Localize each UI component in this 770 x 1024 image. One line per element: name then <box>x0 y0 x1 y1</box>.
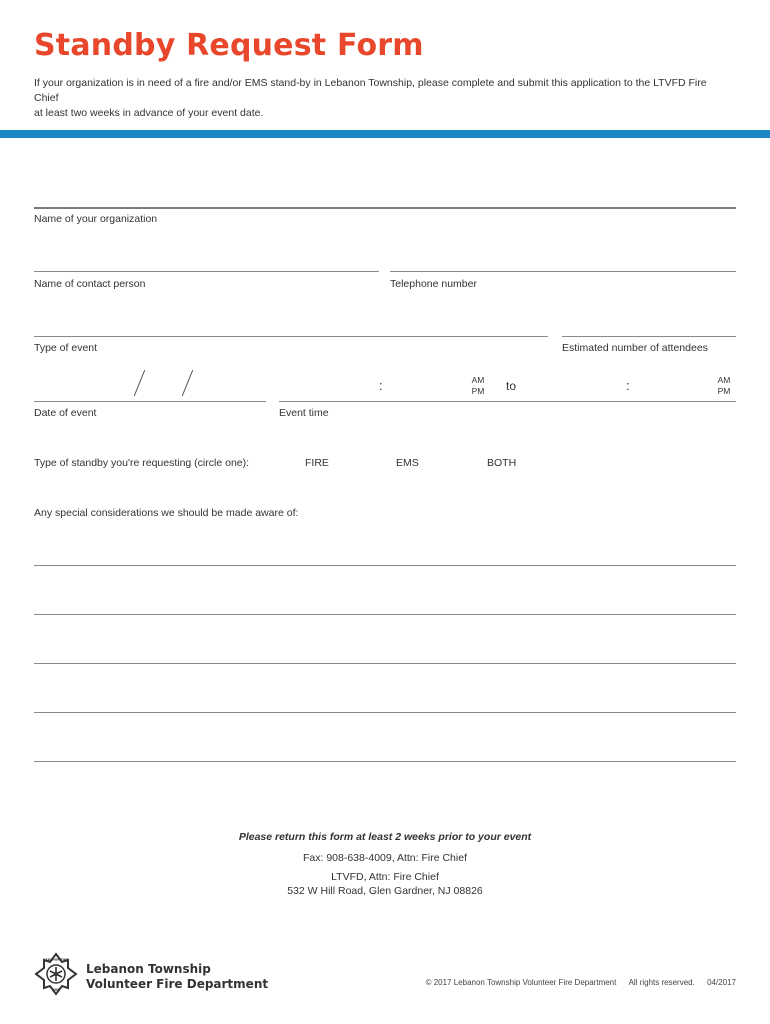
end-time-colon: : <box>626 378 630 393</box>
attendees-field[interactable] <box>562 336 736 337</box>
intro-line-1: If your organization is in need of a fire and/or EMS stand-by in Lebanon Township, please complete and submit this application to the LTVFD Fire Chief <box>34 77 707 104</box>
considerations-line-5[interactable] <box>34 761 736 762</box>
event-type-label: Type of event <box>34 342 98 354</box>
rights-text: All rights reserved. <box>628 978 695 987</box>
contact-label: Name of contact person <box>34 278 146 290</box>
considerations-line-2[interactable] <box>34 614 736 615</box>
date-slash-2 <box>182 370 193 396</box>
standby-option-ems[interactable]: EMS <box>396 457 419 469</box>
attendees-label: Estimated number of attendees <box>562 342 708 354</box>
end-am-label: AM <box>717 375 731 385</box>
event-type-field[interactable] <box>34 336 548 337</box>
time-to-label: to <box>506 379 517 393</box>
event-time-label: Event time <box>279 407 329 419</box>
standby-option-both[interactable]: BOTH <box>487 457 517 469</box>
header-band <box>0 130 770 138</box>
start-time-colon: : <box>379 378 383 393</box>
organization-field[interactable] <box>34 207 736 209</box>
date-slash-1 <box>134 370 145 396</box>
footer-date: 04/2017 <box>707 978 736 987</box>
intro-text <box>34 76 724 121</box>
footer-org-line-2: Volunteer Fire Department <box>86 977 269 991</box>
organization-label: Name of your organization <box>34 213 158 225</box>
start-pm-label: PM <box>471 386 485 396</box>
footer-copyright <box>426 978 736 987</box>
return-note: Please return this form at least 2 weeks prior to your event <box>238 831 532 843</box>
telephone-label: Telephone number <box>390 278 477 290</box>
considerations-line-4[interactable] <box>34 712 736 713</box>
end-ampm[interactable] <box>714 375 734 397</box>
svg-text:EMS: EMS <box>51 988 61 992</box>
telephone-field[interactable] <box>390 271 736 272</box>
fax-info: Fax: 908-638-4009, Attn: Fire Chief <box>302 852 467 864</box>
start-am-label: AM <box>471 375 485 385</box>
standby-option-fire[interactable]: FIRE <box>305 457 329 469</box>
intro-line-2: at least two weeks in advance of your event date. <box>34 107 264 119</box>
event-time-field[interactable] <box>279 401 736 402</box>
footer-org-line-1: Lebanon Township <box>86 962 211 976</box>
standby-type-label: Type of standby you're requesting (circle one): <box>34 457 250 469</box>
considerations-line-3[interactable] <box>34 663 736 664</box>
mail-line-2: 532 W Hill Road, Glen Gardner, NJ 08826 <box>287 885 483 897</box>
considerations-line-1[interactable] <box>34 565 736 566</box>
mail-line-1: LTVFD, Attn: Fire Chief <box>331 871 439 883</box>
date-label: Date of event <box>34 407 97 419</box>
copyright-text: © 2017 Lebanon Township Volunteer Fire Department <box>425 978 617 987</box>
form-title: Standby Request Form <box>34 28 424 63</box>
end-pm-label: PM <box>717 386 731 396</box>
footer-org-name <box>86 962 268 992</box>
considerations-label: Any special considerations we should be made aware of: <box>34 507 299 519</box>
start-ampm[interactable] <box>468 375 488 397</box>
date-field[interactable] <box>34 401 266 402</box>
contact-field[interactable] <box>34 271 379 272</box>
svg-text:LEBANON TWP: LEBANON TWP <box>43 957 69 962</box>
maltese-cross-logo-icon <box>34 952 78 996</box>
